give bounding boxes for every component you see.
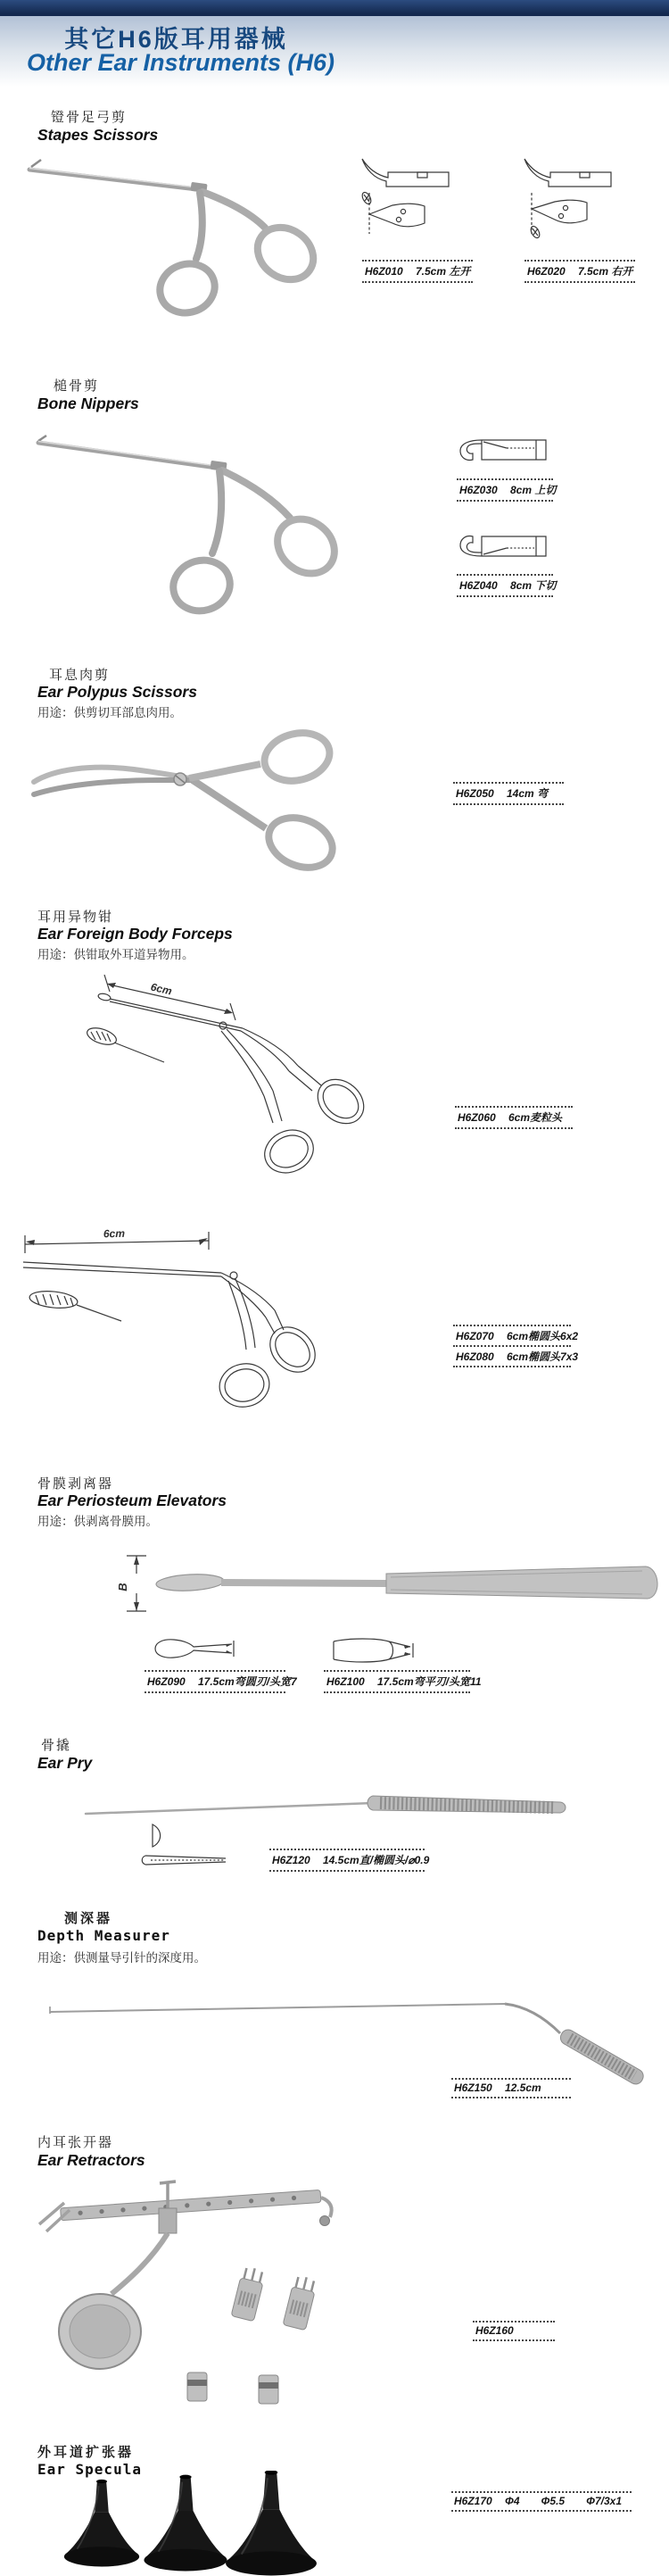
product-label-h6z050	[453, 782, 564, 805]
elevator-sketch-round-blade	[152, 1636, 241, 1663]
product-code: H6Z090	[147, 1675, 186, 1688]
depth-measurer-photo	[41, 1987, 667, 2092]
product-spec: 6cm椭圆头7x3	[507, 1350, 579, 1363]
finger-ring	[153, 257, 221, 320]
product-spec: 6cm麦粒头	[508, 1111, 563, 1124]
finger-ring	[168, 553, 236, 617]
product-spec: 12.5cm	[505, 2082, 541, 2094]
section-title-zh-ear-pry: 骨撬	[41, 1738, 72, 1753]
section-usage: 用途：供测量导引针的深度用。	[37, 1951, 206, 1965]
ear-polypus-scissors-photo	[27, 723, 375, 873]
ear-pry-photo	[78, 1783, 578, 1826]
dimension-label: B	[116, 1583, 129, 1591]
product-code: H6Z120	[272, 1854, 310, 1866]
product-label-row	[453, 1326, 579, 1347]
product-code: H6Z070	[456, 1330, 494, 1342]
section-title-en-ear-foreign-body-forceps: Ear Foreign Body Forceps	[37, 925, 233, 943]
cylinder-part	[259, 2375, 278, 2404]
stapes-scissors-sketch-right	[521, 157, 632, 246]
ear-retractor-photo	[25, 2173, 362, 2412]
foreign-body-forceps-drawing-oval-tip	[14, 1210, 335, 1450]
section-title-en-ear-retractors: Ear Retractors	[37, 2151, 145, 2169]
product-code: H6Z170	[454, 2495, 492, 2507]
finger-ring	[260, 727, 334, 787]
product-label-h6z160	[473, 2321, 555, 2341]
ear-speculum	[226, 2471, 317, 2575]
fork-attachment	[283, 2274, 318, 2331]
ear-speculum	[64, 2480, 139, 2567]
product-code: H6Z020	[527, 265, 566, 278]
ear-specula-photo	[50, 2471, 318, 2576]
section-title-en-stapes-scissors: Stapes Scissors	[37, 126, 159, 144]
finger-ring	[247, 217, 323, 290]
ratchet-bar	[61, 2190, 321, 2220]
product-label-row	[453, 1347, 579, 1367]
section-title-zh-depth-measurer: 测深器	[64, 1911, 113, 1926]
product-label-h6z120	[269, 1849, 430, 1872]
product-label-h6z020	[524, 260, 635, 283]
fork-attachment	[231, 2265, 266, 2322]
section-title-en-bone-nippers: Bone Nippers	[37, 395, 139, 412]
section-title-zh-ear-periosteum-elevators: 骨膜剥离器	[37, 1476, 114, 1492]
product-label-h6z010	[362, 260, 473, 283]
product-spec: Φ4 Φ5.5 Φ7/3x1	[505, 2495, 622, 2507]
section-title-zh-stapes-scissors: 镫骨足弓剪	[51, 110, 128, 125]
product-label-h6z060	[455, 1106, 573, 1129]
ear-periosteum-elevator-photo	[114, 1547, 669, 1620]
stapes-scissors-photo	[22, 148, 334, 337]
product-code: H6Z160	[475, 2324, 514, 2337]
product-code: H6Z060	[458, 1111, 496, 1124]
bone-nippers-photo	[31, 421, 343, 636]
dimension-arrow	[104, 975, 235, 1020]
serrated-jaw-detail	[85, 1025, 164, 1062]
ear-pry-rod-sketch	[138, 1851, 229, 1869]
section-title-zh-ear-foreign-body-forceps: 耳用异物钳	[37, 910, 114, 925]
product-spec: 7.5cm 左开	[416, 265, 471, 278]
product-spec: 17.5cm弯圆刃/头宽7	[198, 1675, 297, 1688]
product-label-h6z090	[145, 1670, 297, 1693]
finger-ring	[267, 508, 343, 585]
section-title-en-ear-polypus-scissors: Ear Polypus Scissors	[37, 683, 197, 701]
dimension-label: 6cm	[149, 980, 174, 998]
section-title-en-ear-periosteum-elevators: Ear Periosteum Elevators	[37, 1492, 227, 1509]
product-label-h6z170	[451, 2491, 632, 2512]
page-title-zh: 其它H6版耳用器械	[64, 26, 288, 53]
product-code: H6Z080	[456, 1350, 494, 1363]
section-title-en-ear-pry: Ear Pry	[37, 1754, 93, 1772]
ear-pry-tip-sketch	[148, 1823, 168, 1849]
foreign-body-forceps-drawing-grain-tip	[82, 969, 385, 1192]
ear-speculum	[144, 2475, 227, 2572]
product-code: H6Z010	[365, 265, 403, 278]
page-title-en: Other Ear Instruments (H6)	[26, 49, 335, 76]
product-code: H6Z050	[456, 787, 494, 800]
product-code: H6Z030	[459, 484, 498, 496]
bone-nippers-sketch-down	[457, 528, 550, 564]
serrated-jaw-detail	[29, 1289, 121, 1321]
dimension-arrow	[116, 1556, 146, 1611]
product-spec: 14.5cm直/椭圆头/⌀0.9	[323, 1854, 430, 1866]
section-title-en-depth-measurer: Depth Measurer	[37, 1927, 170, 1944]
product-code: H6Z100	[326, 1675, 365, 1688]
dimension-label: 6cm	[103, 1226, 126, 1241]
section-usage: 用途：供剥离骨膜用。	[37, 1515, 158, 1528]
product-spec: 14cm 弯	[507, 787, 549, 800]
section-title-zh-bone-nippers: 槌骨剪	[54, 378, 100, 394]
product-code: H6Z040	[459, 579, 498, 592]
product-label-h6z070-h6z080	[453, 1325, 579, 1367]
section-title-en-ear-specula: Ear Specula	[37, 2461, 142, 2478]
product-spec: 8cm 下切	[510, 579, 557, 592]
product-label-h6z100	[324, 1670, 482, 1693]
section-title-zh-ear-retractors: 内耳张开器	[37, 2135, 114, 2150]
dimension-arrow	[25, 1227, 209, 1253]
section-usage: 用途：供钳取外耳道异物用。	[37, 948, 194, 961]
cylinder-part	[187, 2372, 207, 2401]
stapes-scissors-sketch-left	[359, 157, 470, 246]
product-label-h6z040	[457, 574, 557, 597]
finger-ring	[261, 809, 340, 873]
product-spec: 7.5cm 右开	[578, 265, 633, 278]
section-title-zh-ear-polypus-scissors: 耳息肉剪	[49, 668, 111, 683]
product-code: H6Z150	[454, 2082, 492, 2094]
product-spec: 8cm 上切	[510, 484, 557, 496]
bone-nippers-sketch-up	[457, 434, 550, 466]
header-topbar	[0, 0, 669, 16]
section-usage: 用途：供剪切耳部息肉用。	[37, 706, 182, 719]
product-label-h6z030	[457, 478, 557, 502]
product-spec: 17.5cm弯平刃/头宽11	[377, 1675, 482, 1688]
product-label-h6z150	[451, 2078, 571, 2098]
product-spec: 6cm椭圆头6x2	[507, 1330, 579, 1342]
elevator-sketch-flat-blade	[330, 1634, 419, 1666]
section-title-zh-ear-specula: 外耳道扩张器	[37, 2445, 135, 2460]
